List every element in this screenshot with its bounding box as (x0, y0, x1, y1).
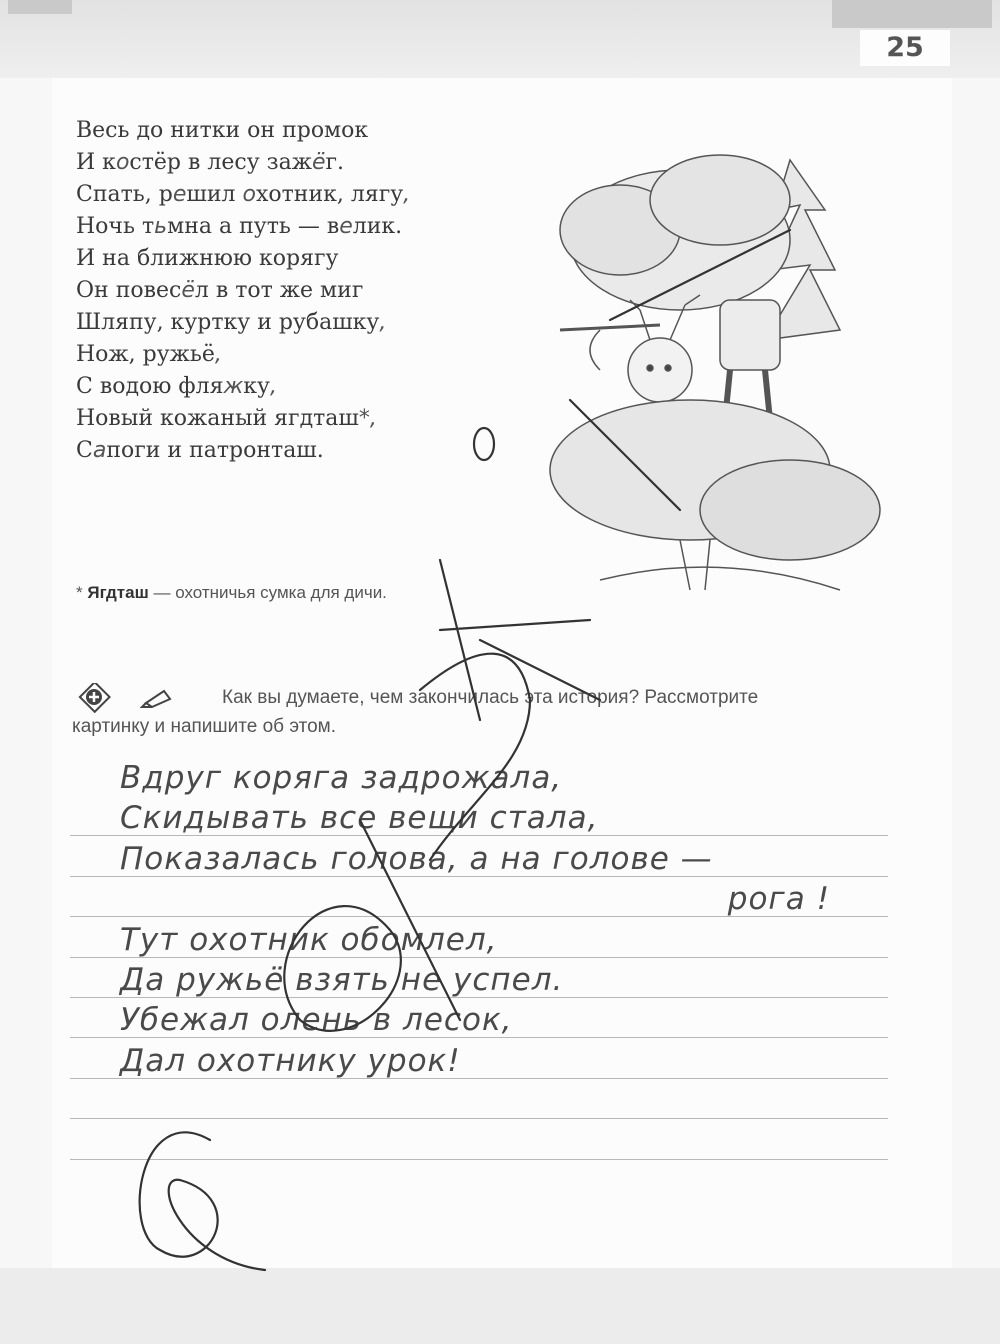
plus-circle-icon (80, 683, 110, 712)
handwritten-insert: ё (181, 278, 195, 303)
answer-line: Показалась голова, а на голове — (120, 840, 713, 877)
handwritten-insert: е (172, 182, 187, 207)
task-prompt (72, 683, 902, 740)
answer-line: Убежал олень в лесок, (120, 1002, 513, 1039)
footnote-definition: — охотничья сумка для дичи. (148, 583, 387, 602)
poem-line: Нож, ружьё, (76, 342, 222, 367)
poem-line: Новый кожаный ягдташ*, (76, 406, 377, 431)
answer-line: Дал охотнику урок! (120, 1042, 461, 1079)
task-icons (72, 683, 222, 713)
answer-line: Скидывать все вещи стала, (120, 800, 599, 837)
handwritten-insert: ё (311, 150, 326, 175)
handwritten-insert: ж (223, 374, 244, 399)
poem-line: Ночь тьмна а путь — велик. (76, 214, 403, 239)
handwritten-insert: о (242, 182, 256, 207)
page-footer-band (0, 1268, 1000, 1344)
answer-line: рога ! (727, 881, 830, 918)
header-tab-right (832, 0, 992, 28)
pencil-icon (142, 691, 170, 707)
poem-line: Сапоги и патронташ. (76, 438, 324, 463)
header-tab-left (8, 0, 72, 14)
footnote: * Ягдташ — охотничья сумка для дичи. (76, 583, 387, 602)
deer-head-icon (628, 338, 692, 402)
answer-line: Да ружьё взять не успел. (120, 961, 564, 998)
poem-line: Весь до нитки он промок (76, 118, 369, 143)
handwritten-insert: ь (154, 214, 168, 239)
hunter-figure-icon (720, 300, 780, 370)
poem-line: Он повесёл в тот же миг (76, 278, 364, 303)
poem-line: И костёр в лесу зажёг. (76, 150, 345, 175)
poem (76, 115, 410, 467)
illustration-deer-hunter (540, 120, 890, 610)
poem-line: И на ближнюю корягу (76, 246, 339, 271)
task-text-line1: Как вы думаете, чем закончилась эта история? Рассмотрите (222, 687, 759, 709)
handwritten-insert: а (92, 438, 107, 463)
answer-line: Вдруг коряга задрожала, (120, 760, 563, 796)
poem-line: Шляпу, куртку и рубашку, (76, 310, 387, 335)
ruled-line (70, 1079, 888, 1119)
ruled-line (70, 1119, 888, 1159)
footnote-term: Ягдташ (87, 583, 149, 602)
poem-line: Спать, решил охотник, лягу, (76, 182, 411, 207)
answer-line: Тут охотник обомлел, (120, 921, 498, 958)
handwritten-insert: е (339, 214, 353, 239)
task-text-line2: картинку и напишите об этом. (72, 716, 337, 737)
handwritten-answer (120, 758, 860, 1081)
handwritten-insert: о (115, 150, 130, 175)
poem-line: С водою фляжку, (76, 374, 277, 399)
page-number: 25 (860, 30, 950, 66)
